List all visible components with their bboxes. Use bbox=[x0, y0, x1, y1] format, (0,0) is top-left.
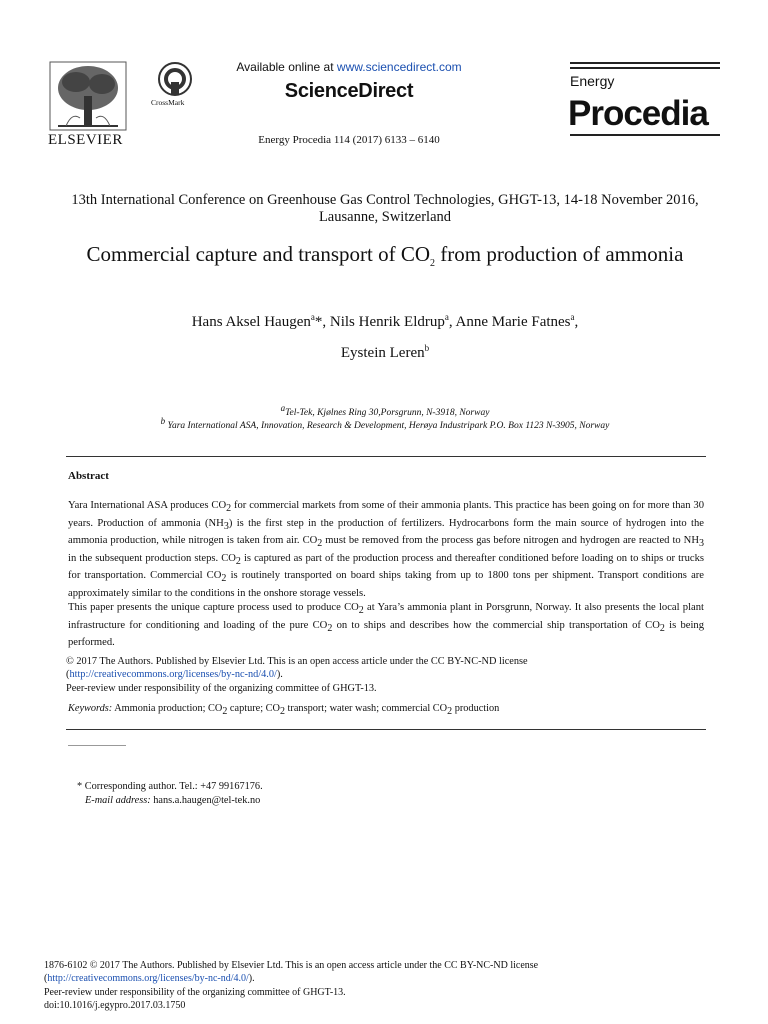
email-line: E-mail address: hans.a.haugen@tel-tek.no bbox=[85, 794, 261, 806]
journal-name-large: Procedia bbox=[568, 94, 708, 133]
license-text: © 2017 The Authors. Published by Elsevier Ltd. This is an open access article under the CC BY-NC-ND license bbox=[66, 656, 528, 667]
paper-title: Commercial capture and transport of $CO_2$ from production of ammonia bbox=[86, 242, 684, 270]
sciencedirect-link[interactable]: www.sciencedirect.com bbox=[336, 60, 462, 74]
journal-top-rules bbox=[570, 62, 720, 72]
license-block bbox=[66, 655, 702, 695]
author-list-line1: Hans Aksel Haugen$^a$*, Nils Henrik Eldrup$^a$, Anne Marie Fatnes$^a$, bbox=[191, 312, 579, 330]
license-link-line: (http://creativecommons.org/licenses/by-nc-nd/4.0/). bbox=[66, 669, 283, 681]
footnote-rule bbox=[68, 745, 126, 746]
abstract-heading: Abstract bbox=[68, 470, 109, 482]
author-name[interactable]: Eystein Leren bbox=[340, 345, 425, 361]
author-name[interactable]: Hans Aksel Haugen bbox=[191, 314, 311, 330]
email-address[interactable]: hans.a.haugen@tel-tek.no bbox=[150, 794, 261, 806]
elsevier-wordmark: ELSEVIER bbox=[48, 132, 123, 148]
journal-bottom-rule bbox=[570, 134, 720, 136]
abstract-paragraph-1: Yara International ASA produces $CO_2$ for commercial markets from some of their ammonia plants. This practice has been going on for more than 30 years. Production of ammonia $(NH_3)$ is the first step in the production of fertilizers. Hydrocarbons form the main source of hydrogen into the ammonia production, while nitrogen is taken from air. $CO_2$ must be removed from the process gas before nitrogen and hydrogen are reacted to $NH_3$ in the subsequent production steps. $CO_2$ is captured as part of the production process and thereafter conditioned before loading on to ships or trucks for transportation. Commercial $CO_2$ is routinely transported on board ships taking from up to 1800 tons per shipment. Transport conditions are approximately similar to the conditions in the onshore storage vessels. bbox=[68, 500, 705, 599]
author-list-line2: Eystein Leren$^b$ bbox=[340, 343, 430, 361]
keywords-label: Keywords: bbox=[68, 703, 113, 714]
peer-review-text: Peer-review under responsibility of the organizing committee of GHGT-13. bbox=[66, 682, 377, 694]
journal-citation: Energy Procedia 114 (2017) 6133 – 6140 bbox=[258, 134, 440, 146]
available-online-text: Available online at bbox=[236, 60, 337, 74]
abstract-paragraph-2: This paper presents the unique capture process used to produce $CO_2$ at Yara’s ammonia plant in Porsgrunn, Norway. It also presents the local plant infrastructure for conditioning and loading of the pure $CO_2$ on to ships and describes how the commercial ship transportation of $CO_2$ is being performed. bbox=[68, 601, 704, 649]
footer-link-line: (http://creativecommons.org/licenses/by-nc-nd/4.0/). bbox=[44, 973, 255, 985]
issn-license: 1876-6102 © 2017 The Authors. Published by Elsevier Ltd. This is an open access article under the CC BY-NC-ND license bbox=[44, 960, 539, 971]
doi[interactable]: doi:10.1016/j.egypro.2017.03.1750 bbox=[44, 1000, 186, 1012]
divider bbox=[66, 456, 706, 457]
corresponding-author-line: * Corresponding author. Tel.: +47 99167176. bbox=[77, 781, 263, 792]
crossmark-label: CrossMark bbox=[151, 98, 185, 107]
affiliation-a: $^a$Tel-Tek, Kjølnes Ring 30,Porsgrunn, N-3918, Norway bbox=[280, 403, 490, 419]
abstract-body bbox=[68, 499, 704, 650]
keywords-line: Keywords: Ammonia production; $CO_2$ capture; $CO_2$ transport; water wash; commercial $CO_2$ production bbox=[68, 703, 500, 718]
footer-license-link[interactable]: http://creativecommons.org/licenses/by-nc-nd/4.0/ bbox=[47, 973, 249, 985]
footer bbox=[44, 959, 538, 1013]
journal-name-small: Energy bbox=[570, 73, 615, 89]
author-name[interactable]: Anne Marie Fatnes bbox=[455, 314, 571, 330]
conference-line: 13th International Conference on Greenhouse Gas Control Technologies, GHGT-13, 14-18 November 2016, Lausanne, Switzerland bbox=[71, 192, 699, 225]
sciencedirect-brand: ScienceDirect bbox=[284, 80, 414, 102]
divider bbox=[66, 729, 706, 730]
license-link[interactable]: http://creativecommons.org/licenses/by-nc-nd/4.0/ bbox=[69, 669, 277, 681]
footer-peer-review: Peer-review under responsibility of the organizing committee of GHGT-13. bbox=[44, 986, 346, 998]
corresponding-author bbox=[77, 780, 263, 807]
affiliation-b: $^b$ Yara International ASA, Innovation, Research & Development, Herøya Industripark P.O. Box 1123 N-3905, Norway bbox=[160, 416, 610, 432]
author-name[interactable]: Nils Henrik Eldrup bbox=[329, 314, 445, 330]
